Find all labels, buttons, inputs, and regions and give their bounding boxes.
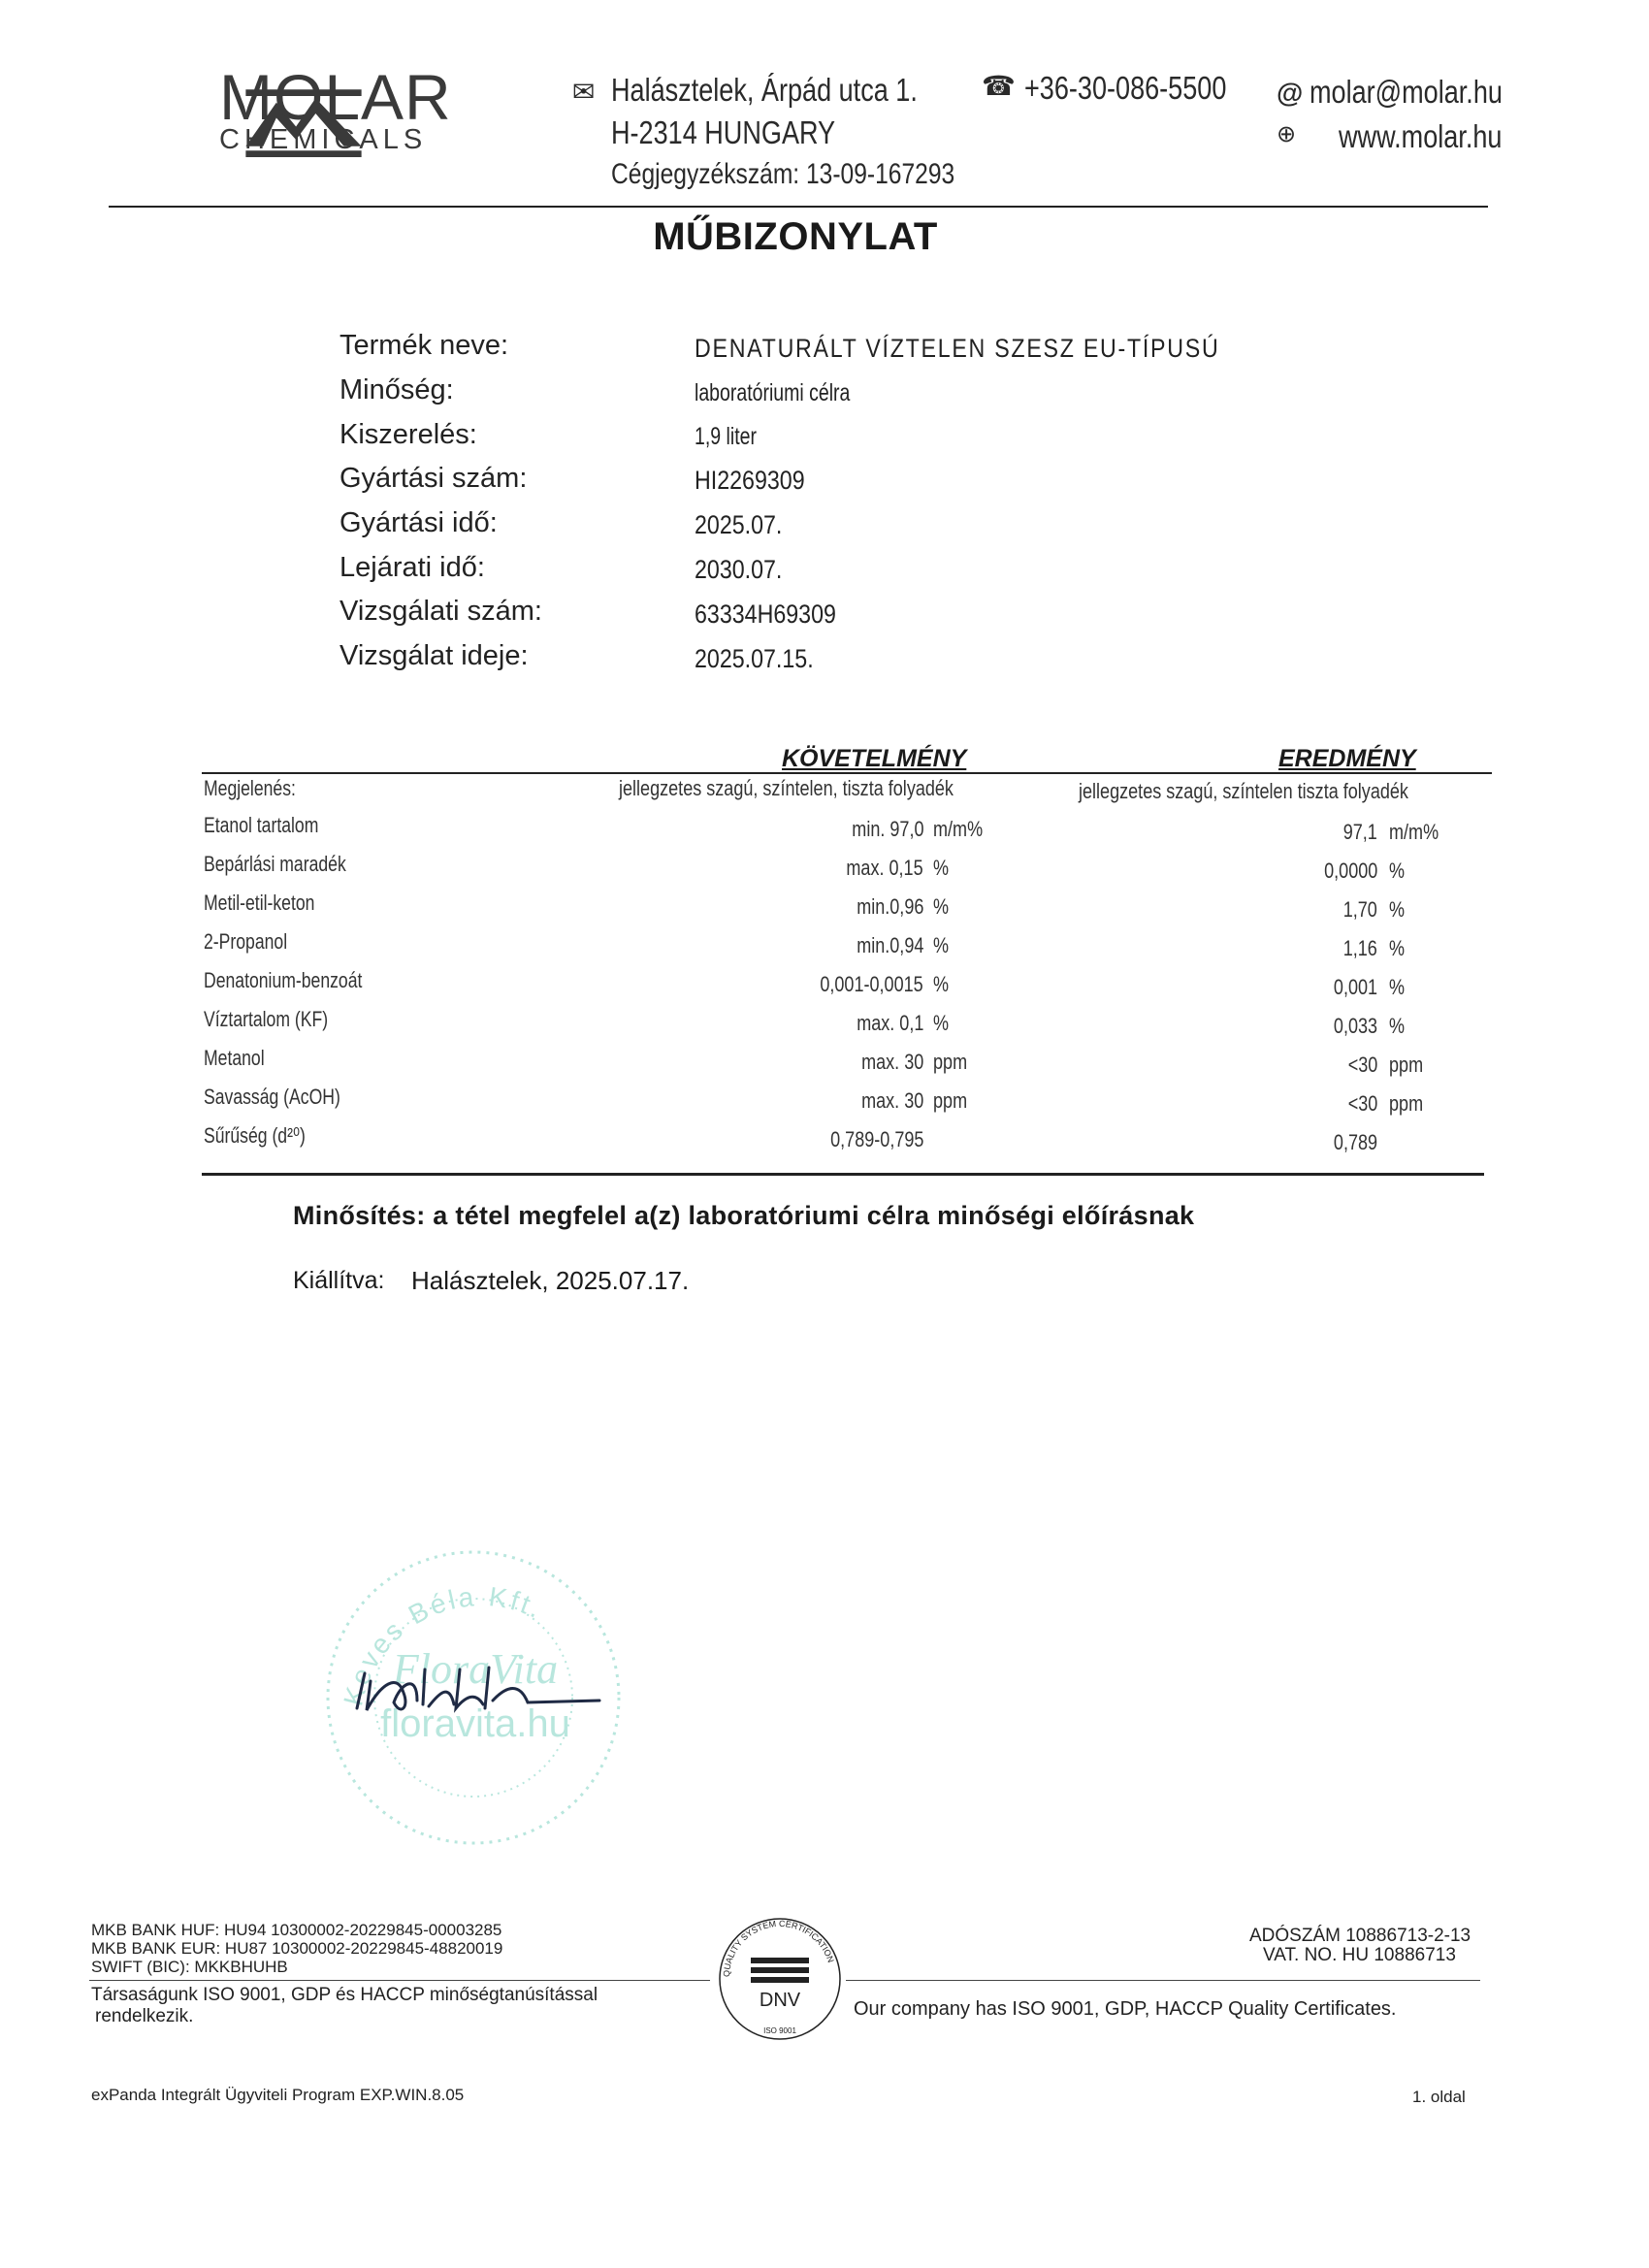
spec-row-result: 0,0000 [1323, 859, 1377, 883]
iso-en: Our company has ISO 9001, GDP, HACCP Quality Certificates. [854, 1998, 1397, 2020]
result-header: EREDMÉNY [1278, 745, 1416, 772]
spec-row-requirement: min. 97,0 [851, 817, 923, 841]
company-name: MOLAR [219, 61, 452, 133]
spec-row-requirement: min.0,96 [856, 894, 923, 919]
swift-code: SWIFT (BIC): MKKBHUHB [91, 1958, 288, 1976]
cert-standard: ISO 9001 [763, 2026, 796, 2035]
spec-row-requirement-unit: % [933, 894, 950, 919]
table-top-rule [202, 772, 1492, 774]
cert-ring-text: QUALITY SYSTEM CERTIFICATION [721, 1918, 836, 1978]
test-date-value: 2025.07.15. [695, 644, 814, 673]
spec-row-name: Denatonium-benzoát [204, 968, 363, 992]
stamp-center-url: floravita.hu [380, 1702, 570, 1745]
product-name-label: Termék neve: [340, 330, 509, 361]
spec-row-result: 0,001 [1333, 975, 1377, 999]
spec-row-requirement-unit: ppm [933, 1088, 968, 1113]
quality-label: Minőség: [340, 374, 454, 405]
spec-row-result-unit: % [1389, 859, 1406, 883]
spec-row-name: Metil-etil-keton [204, 891, 315, 915]
spec-row-result: 1,70 [1342, 897, 1377, 922]
spec-row-result-unit: % [1389, 936, 1406, 960]
spec-row-name: Metanol [204, 1046, 265, 1070]
spec-row-requirement: max. 30 [860, 1088, 923, 1113]
spec-row-requirement: max. 0,15 [846, 856, 923, 880]
appearance-label: Megjelenés: [204, 776, 296, 800]
spec-row-result: 0,033 [1333, 1014, 1377, 1038]
spec-row-name: Sűrűség (d²⁰) [204, 1123, 306, 1148]
spec-row-result: 1,16 [1342, 936, 1377, 960]
address-line-2: H-2314 HUNGARY [611, 114, 836, 150]
registration-number: Cégjegyzékszám: 13-09-167293 [611, 158, 955, 190]
email-icon: @ [1277, 78, 1304, 108]
page-number: 1. oldal [1412, 2088, 1466, 2106]
spec-row-requirement-unit: m/m% [933, 817, 984, 841]
website: www.molar.hu [1339, 118, 1503, 154]
footer-rule-right [846, 1980, 1480, 1981]
globe-icon: ⊕ [1277, 121, 1297, 147]
dnv-certification-badge [712, 1909, 848, 2047]
product-name-value: DENATURÁLT VÍZTELEN SZESZ EU-TÍPUSÚ [695, 334, 1220, 363]
iso-hu-line-1: Társaságunk ISO 9001, GDP és HACCP minőségtanúsítással [91, 1985, 598, 2005]
issued-label: Kiállítva: [293, 1267, 385, 1294]
footer-rule-left [89, 1980, 710, 1981]
test-number-value: 63334H69309 [695, 599, 836, 629]
spec-row-requirement-unit: % [933, 933, 950, 957]
company-subtitle: CHEMICALS [219, 124, 428, 155]
document-title: MŰBIZONYLAT [653, 215, 938, 258]
expiry-date-label: Lejárati idő: [340, 552, 485, 583]
batch-number-value: HI2269309 [695, 466, 805, 495]
spec-row-result-unit: % [1389, 897, 1406, 922]
bank-huf: MKB BANK HUF: HU94 10300002-20229845-00003285 [91, 1921, 502, 1939]
spec-row-result-unit: m/m% [1389, 820, 1439, 844]
expiry-date-value: 2030.07. [695, 555, 783, 584]
spec-row-requirement-unit: % [933, 1011, 950, 1035]
vat-number: VAT. NO. HU 10886713 [1263, 1945, 1456, 1965]
spec-row-result: 0,789 [1333, 1130, 1377, 1154]
quality-value: laboratóriumi célra [695, 379, 851, 406]
spec-row-result-unit: % [1389, 1014, 1406, 1038]
production-date-label: Gyártási idő: [340, 507, 498, 538]
spec-row-result: <30 [1347, 1091, 1377, 1116]
phone-number: +36-30-086-5500 [1024, 70, 1227, 106]
spec-row-requirement: max. 30 [860, 1050, 923, 1074]
requirement-header: KÖVETELMÉNY [782, 745, 967, 772]
spec-row-result: 97,1 [1342, 820, 1377, 844]
spec-row-name: Savasság (AcOH) [204, 1085, 340, 1109]
address-line-1: Halásztelek, Árpád utca 1. [611, 72, 918, 108]
email-address: molar@molar.hu [1310, 74, 1503, 110]
appearance-requirement: jellegzetes szagú, színtelen, tiszta folyadék [619, 776, 954, 800]
packaging-value: 1,9 liter [695, 423, 757, 450]
spec-row-requirement: max. 0,1 [856, 1011, 923, 1035]
mail-icon: ✉ [572, 77, 596, 107]
stamp-center-brand: FloraVita [392, 1645, 559, 1693]
header-rule [109, 206, 1488, 208]
test-number-label: Vizsgálati szám: [340, 596, 542, 627]
test-date-label: Vizsgálat ideje: [340, 640, 529, 671]
stamp-ring-text: Keves Béla Kft. [338, 1581, 549, 1709]
spec-row-result-unit: % [1389, 975, 1406, 999]
issued-value: Halásztelek, 2025.07.17. [411, 1266, 690, 1295]
spec-row-result-unit: ppm [1389, 1091, 1424, 1116]
packaging-label: Kiszerelés: [340, 419, 477, 450]
spec-row-name: 2-Propanol [204, 929, 288, 954]
company-stamp [308, 1538, 638, 1848]
conclusion-text: Minősítés: a tétel megfelel a(z) laboratóriumi célra minőségi előírásnak [293, 1201, 1195, 1230]
spec-row-requirement: 0,001-0,0015 [820, 972, 923, 996]
spec-row-result-unit: ppm [1389, 1053, 1424, 1077]
bank-eur: MKB BANK EUR: HU87 10300002-20229845-48820019 [91, 1939, 503, 1958]
spec-row-requirement-unit: % [933, 972, 950, 996]
spec-row-requirement: 0,789-0,795 [829, 1127, 923, 1151]
spec-row-name: Bepárlási maradék [204, 852, 346, 876]
tax-number: ADÓSZÁM 10886713-2-13 [1249, 1926, 1471, 1946]
software-name: exPanda Integrált Ügyviteli Program EXP.WIN.8.05 [91, 2086, 465, 2104]
table-bottom-rule [202, 1173, 1484, 1176]
iso-hu-line-2: rendelkezik. [95, 2006, 194, 2026]
cert-name: DNV [759, 1990, 801, 2011]
spec-row-name: Etanol tartalom [204, 813, 319, 837]
appearance-result: jellegzetes szagú, színtelen tiszta folyadék [1079, 779, 1408, 803]
spec-row-requirement-unit: ppm [933, 1050, 968, 1074]
phone-icon: ☎ [982, 71, 1016, 101]
spec-row-result: <30 [1347, 1053, 1377, 1077]
batch-number-label: Gyártási szám: [340, 463, 528, 494]
spec-row-requirement: min.0,94 [856, 933, 923, 957]
production-date-value: 2025.07. [695, 510, 783, 539]
spec-row-requirement-unit: % [933, 856, 950, 880]
spec-row-name: Víztartalom (KF) [204, 1007, 329, 1031]
